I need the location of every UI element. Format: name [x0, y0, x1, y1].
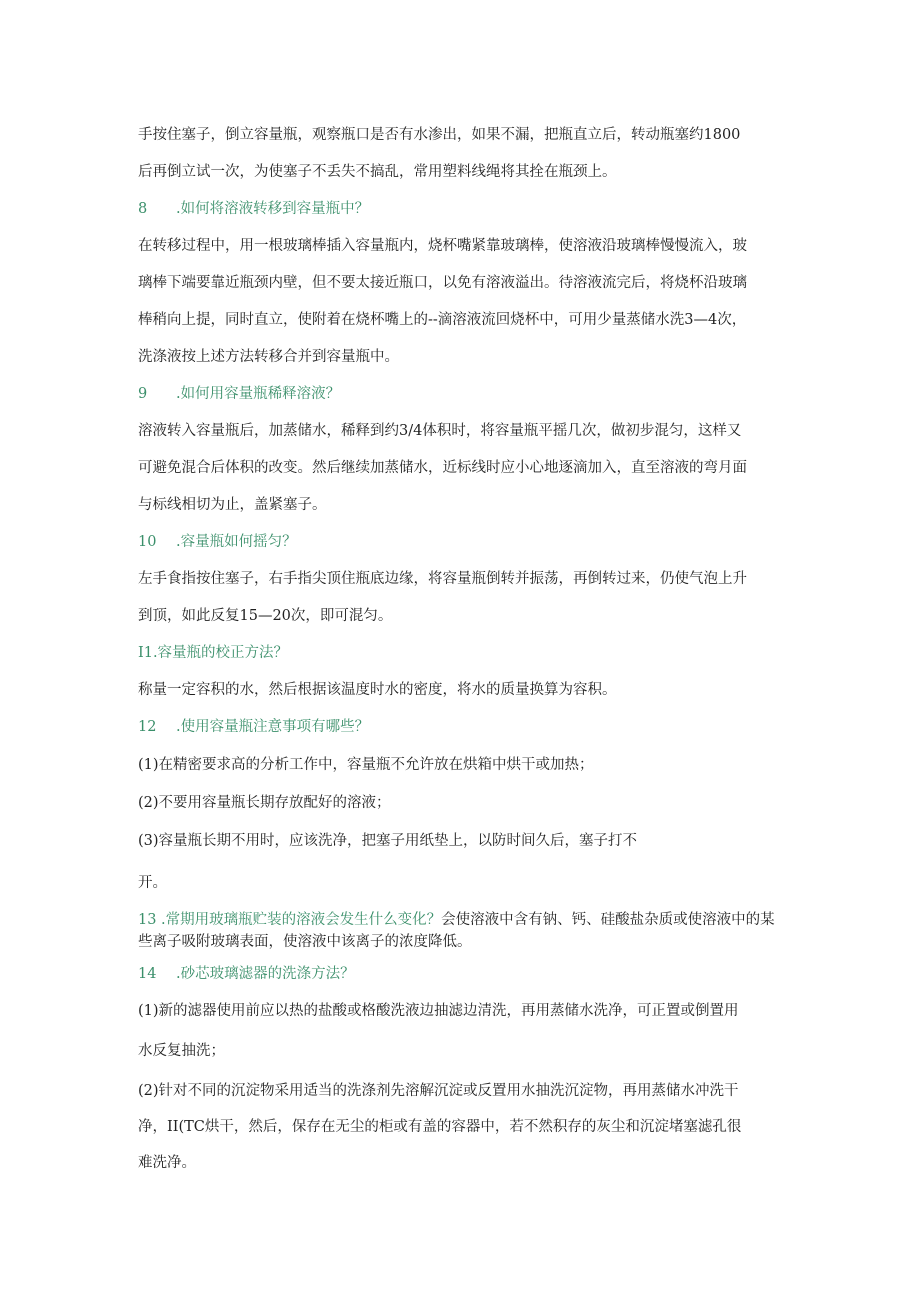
question-text: .如何用容量瓶稀释溶液？ — [176, 386, 341, 402]
text-line: 洗涤液按上述方法转移合并到容量瓶中。 — [138, 349, 399, 365]
text-line: 左手食指按住塞子，右手指尖顶住瓶底边缘，将容量瓶倒转并振荡，再倒转过来，仍使气泡上升 — [138, 571, 747, 587]
question-number: 8 — [138, 201, 148, 217]
question-9-heading — [138, 384, 340, 404]
text-line: 到顶，如此反复15—20次，即可混匀。 — [138, 608, 393, 624]
text-line: 难洗净。 — [138, 1155, 196, 1171]
question-number: 12 — [138, 719, 157, 735]
question-12-heading — [138, 717, 369, 737]
question-text: .容量瓶如何摇匀？ — [176, 534, 297, 550]
question-number: 10 — [138, 534, 157, 550]
text-line: (2)针对不同的沉淀物采用适当的洗涤剂先溶解沉淀或反置用水抽洗沉淀物，再用蒸储水冲洗干 — [138, 1083, 739, 1099]
question-11-heading: I1.容量瓶的校正方法？ — [138, 645, 289, 661]
text-line: 与标线相切为止，盖紧塞子。 — [138, 497, 327, 513]
question-14-heading — [138, 964, 355, 984]
question-text: .使用容量瓶注意事项有哪些？ — [176, 719, 370, 735]
question-number: 14 — [138, 966, 157, 982]
question-13-block — [138, 909, 788, 953]
text-line: 在转移过程中，用一根玻璃棒插入容量瓶内，烧杯嘴紧靠玻璃棒，使溶液沿玻璃棒慢慢流入，玻 — [138, 238, 747, 254]
text-line: 水反复抽洗； — [138, 1043, 225, 1059]
question-number: 9 — [138, 386, 148, 402]
text-line: 称量一定容积的水，然后根据该温度时水的密度，将水的质量换算为容积。 — [138, 682, 617, 698]
question-8-heading — [138, 199, 369, 219]
text-line: 璃棒下端要靠近瓶颈内壁，但不要太接近瓶口，以免有溶液溢出。待溶液流完后，将烧杯沿玻璃 — [138, 275, 747, 291]
question-text: .如何将溶液转移到容量瓶中？ — [176, 201, 370, 217]
text-line: 后再倒立试一次，为使塞子不丢失不搞乱，常用塑料线绳将其拴在瓶颈上。 — [138, 164, 617, 180]
text-line: 开。 — [138, 875, 167, 891]
text-line: (1)新的滤器使用前应以热的盐酸或格酸洗液边抽滤边清洗，再用蒸储水洗净，可正置或倒置用 — [138, 1003, 739, 1019]
text-line: 可避免混合后体积的改变。然后继续加蒸储水，近标线时应小心地逐滴加入，直至溶液的弯月面 — [138, 460, 747, 476]
text-line: 溶液转入容量瓶后，加蒸储水，稀释到约3/4体积时，将容量瓶平摇几次，做初步混匀，这样又 — [138, 423, 742, 439]
text-line: (3)容量瓶长期不用时，应该洗净，把塞子用纸垫上，以防时间久后，塞子打不 — [138, 833, 638, 849]
text-line: (1)在精密要求高的分析工作中，容量瓶不允许放在烘箱中烘干或加热； — [138, 757, 594, 773]
text-line: 手按住塞子，倒立容量瓶，观察瓶口是否有水渗出，如果不漏，把瓶直立后，转动瓶塞约1800 — [138, 127, 741, 143]
question-13-heading: 13 .常期用玻璃瓶贮装的溶液会发生什么变化？ — [138, 912, 442, 928]
text-line: 净，II(TC烘干，然后，保存在无尘的柜或有盖的容器中，若不然积存的灰尘和沉淀堵塞滤孔很 — [138, 1119, 742, 1135]
text-line: 棒稍向上提，同时直立，使附着在烧杯嘴上的--滴溶液流回烧杯中，可用少量蒸储水洗3—4次， — [138, 312, 747, 328]
question-13-answer: 会使溶液中含有钠、钙、硅酸盐杂质或使溶液中的某些离子吸附玻璃表面，使溶液中该离子的浓度降低。 — [138, 912, 775, 950]
question-text: .砂芯玻璃滤器的洗涤方法？ — [176, 966, 355, 982]
question-10-heading — [138, 532, 297, 552]
text-line: (2)不要用容量瓶长期存放配好的溶液； — [138, 795, 391, 811]
